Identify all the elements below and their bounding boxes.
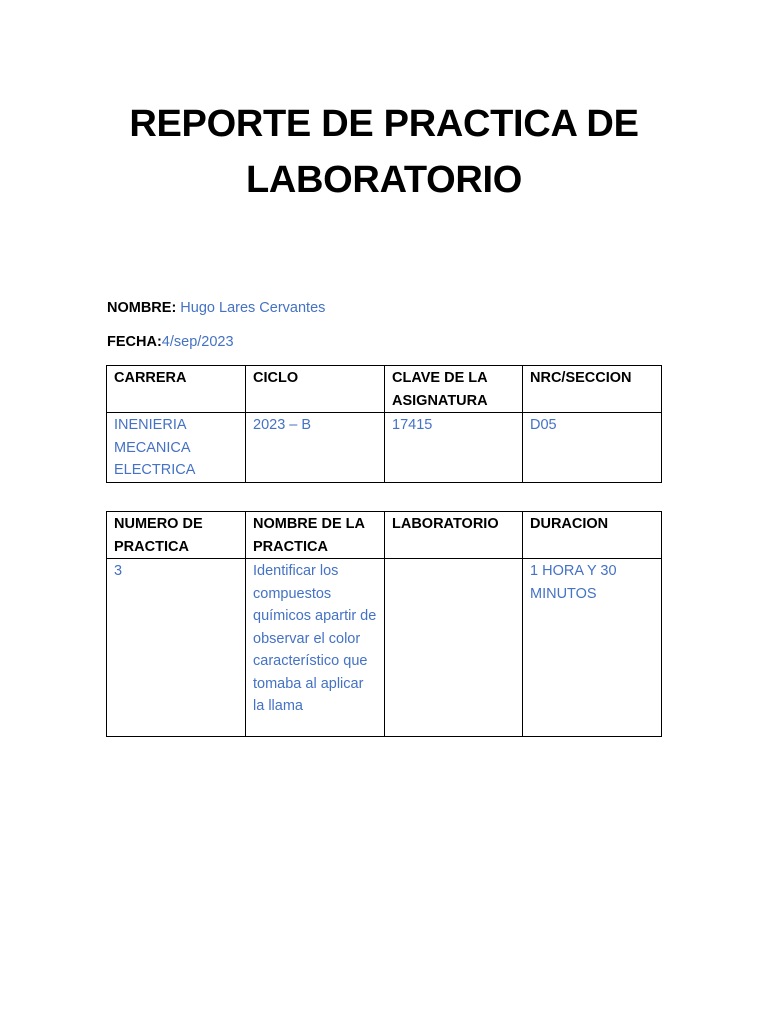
- header-numero-practica: NUMERO DE PRACTICA: [107, 512, 246, 559]
- page-title: [0, 96, 768, 208]
- cell-duracion: 1 HORA Y 30 MINUTOS: [523, 559, 662, 737]
- cell-nombre-practica: Identificar los compuestos químicos apartir de observar el color característico que tomaba al aplicar la llama: [246, 559, 385, 737]
- fecha-field: [107, 332, 234, 352]
- header-nombre-practica: NOMBRE DE LA PRACTICA: [246, 512, 385, 559]
- nombre-label: NOMBRE:: [107, 300, 177, 316]
- fecha-value: 4/sep/2023: [161, 334, 234, 350]
- header-ciclo: CICLO: [246, 366, 385, 413]
- table-row: [107, 413, 662, 483]
- header-nrc-seccion: NRC/SECCION: [523, 366, 662, 413]
- cell-nrc-seccion: D05: [523, 413, 662, 483]
- table-header-row: [107, 366, 662, 413]
- cell-laboratorio: [385, 559, 523, 737]
- course-info-table: [106, 365, 662, 483]
- cell-clave-asignatura: 17415: [385, 413, 523, 483]
- page-title-line-1: REPORTE DE PRACTICA DE: [129, 103, 639, 145]
- header-carrera: CARRERA: [107, 366, 246, 413]
- header-laboratorio: LABORATORIO: [385, 512, 523, 559]
- page-title-line-2: LABORATORIO: [245, 159, 523, 201]
- nombre-field: [107, 298, 325, 318]
- header-duracion: DURACION: [523, 512, 662, 559]
- table-row: [107, 559, 662, 737]
- nombre-value: Hugo Lares Cervantes: [176, 300, 326, 316]
- cell-ciclo: 2023 – B: [246, 413, 385, 483]
- cell-carrera: INENIERIA MECANICA ELECTRICA: [107, 413, 246, 483]
- practice-info-table: [106, 511, 662, 737]
- table-header-row: [107, 512, 662, 559]
- header-clave-asignatura: CLAVE DE LA ASIGNATURA: [385, 366, 523, 413]
- fecha-label: FECHA:: [107, 334, 162, 350]
- cell-numero-practica: 3: [107, 559, 246, 737]
